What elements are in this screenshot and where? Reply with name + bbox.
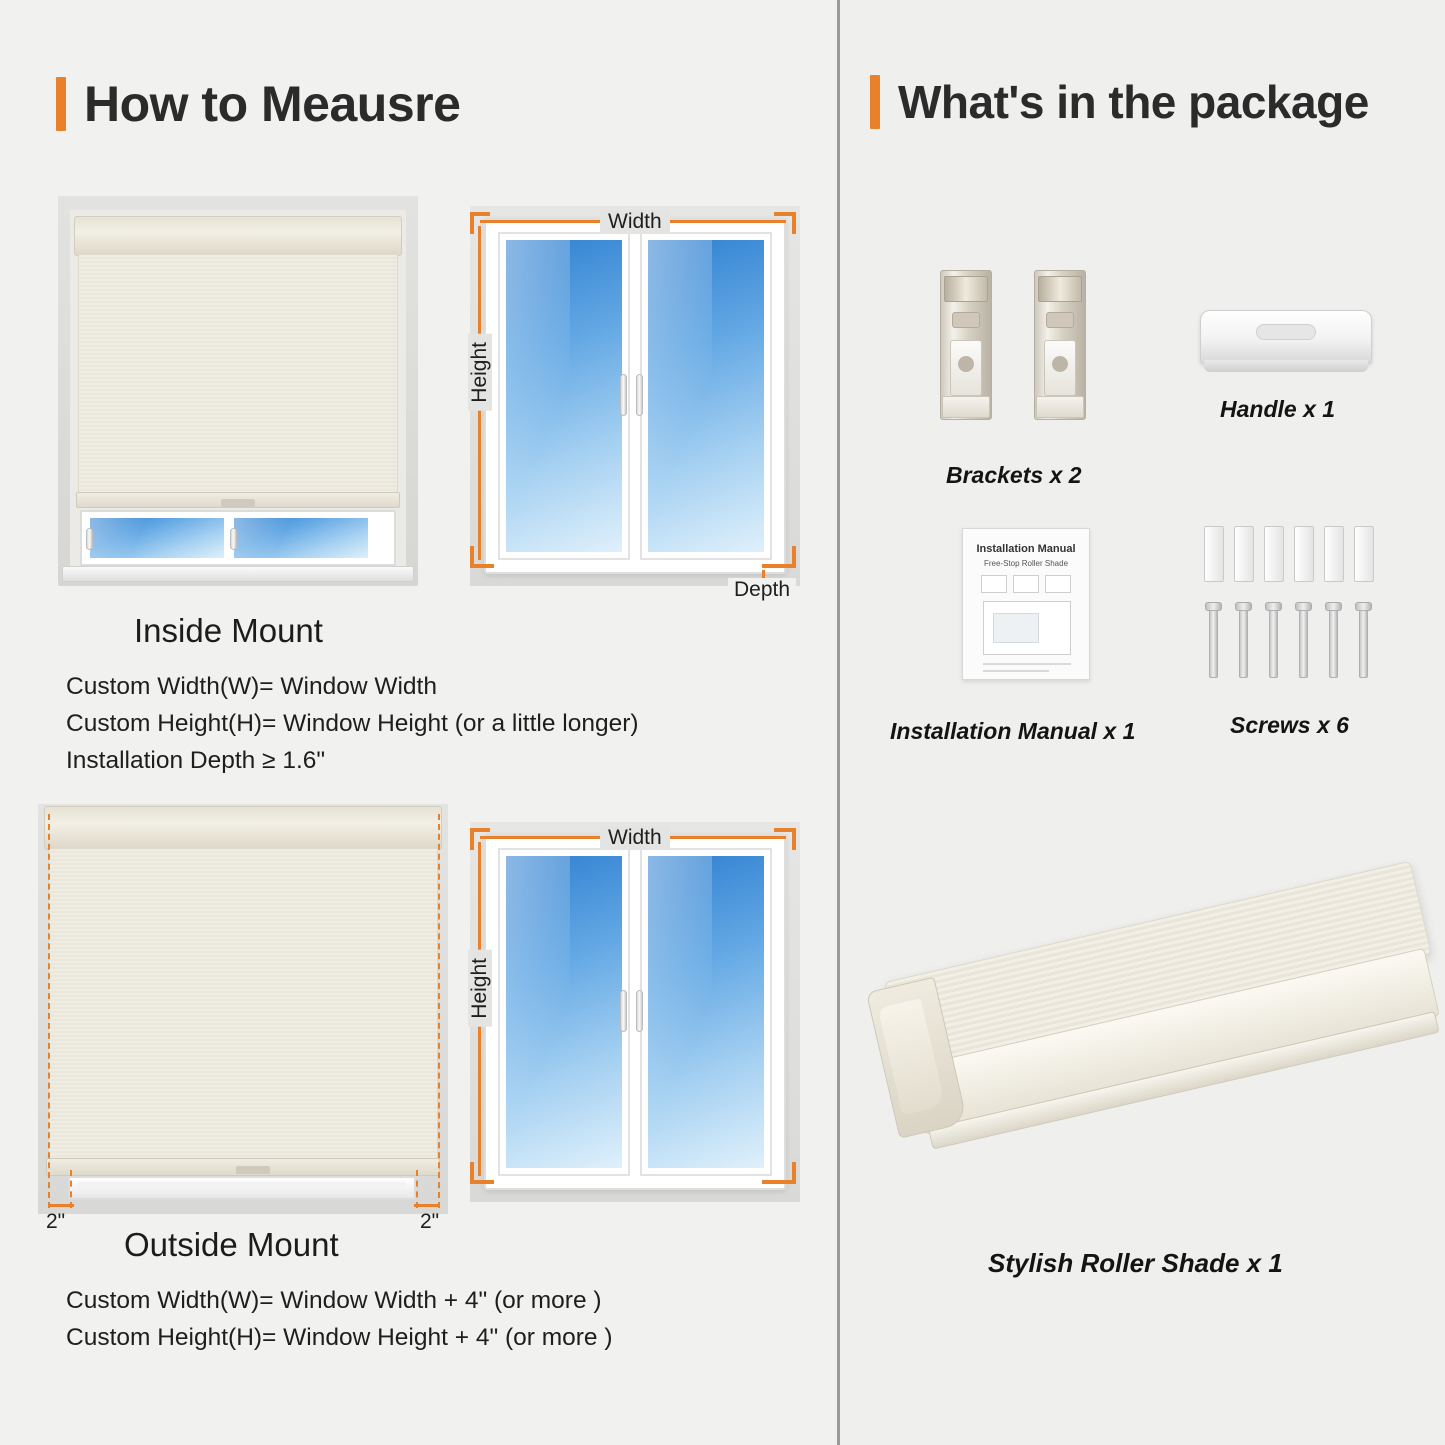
inside-spec-1: Custom Height(H)= Window Height (or a little longer) (66, 710, 639, 737)
outside-left-extension-label: 2" (46, 1210, 66, 1233)
shade-fabric (78, 254, 398, 494)
window-glass (648, 856, 764, 1168)
shade-fabric (48, 848, 438, 1160)
how-to-measure-heading (56, 75, 460, 133)
screws-label: Screws x 6 (1230, 712, 1349, 738)
screws-illustration (1200, 520, 1400, 690)
inside-mount-specs (66, 668, 639, 779)
outside-spec-0: Custom Width(W)= Window Width + 4" (or more ) (66, 1287, 602, 1314)
heading-accent-bar (870, 75, 880, 129)
shade-valance (74, 216, 402, 256)
brackets-illustration (930, 270, 1110, 440)
outside-mount-shade-illustration (38, 800, 448, 1233)
outside-mount-title: Outside Mount (124, 1226, 339, 1263)
inside-mount-shade-illustration (58, 196, 418, 586)
roller-shade-label: Stylish Roller Shade x 1 (988, 1248, 1283, 1278)
installation-manual-label: Installation Manual x 1 (890, 718, 1136, 744)
width-label: Width (600, 210, 670, 234)
outside-right-extension-label: 2" (420, 1210, 440, 1233)
outside-spec-1: Custom Height(H)= Window Height + 4" (or more ) (66, 1324, 613, 1351)
heading-accent-bar (56, 77, 66, 131)
how-to-measure-title: How to Meausre (84, 76, 461, 132)
outside-mount-specs (66, 1282, 613, 1356)
inside-mount-title: Inside Mount (134, 612, 323, 649)
inside-mount-measure-window (462, 196, 802, 601)
outside-mount-measure-window (462, 812, 802, 1212)
package-contents-panel (840, 0, 1445, 1445)
window-glass (506, 240, 622, 552)
handle-label: Handle x 1 (1220, 396, 1336, 422)
handle-illustration (1200, 300, 1380, 386)
window-glass (506, 856, 622, 1168)
shade-valance (44, 806, 442, 850)
package-title: What's in the package (898, 76, 1369, 128)
shade-pull-tab (221, 499, 255, 507)
depth-label: Depth (728, 578, 796, 602)
window-glass (648, 240, 764, 552)
shade-pull-tab (236, 1166, 270, 1174)
height-label: Height (468, 334, 492, 411)
height-label: Height (468, 950, 492, 1027)
package-heading (870, 75, 1369, 129)
manual-cover-subtitle: Free-Stop Roller Shade (983, 559, 1069, 568)
window-glass (90, 518, 224, 558)
inside-spec-2: Installation Depth ≥ 1.6" (66, 747, 326, 774)
roller-shade-illustration (860, 841, 1445, 1289)
width-label: Width (600, 826, 670, 850)
manual-cover-title: Installation Manual (976, 543, 1076, 555)
inside-spec-0: Custom Width(W)= Window Width (66, 673, 437, 700)
window-glass (234, 518, 368, 558)
brackets-label: Brackets x 2 (946, 462, 1082, 488)
installation-manual-illustration (962, 528, 1090, 680)
